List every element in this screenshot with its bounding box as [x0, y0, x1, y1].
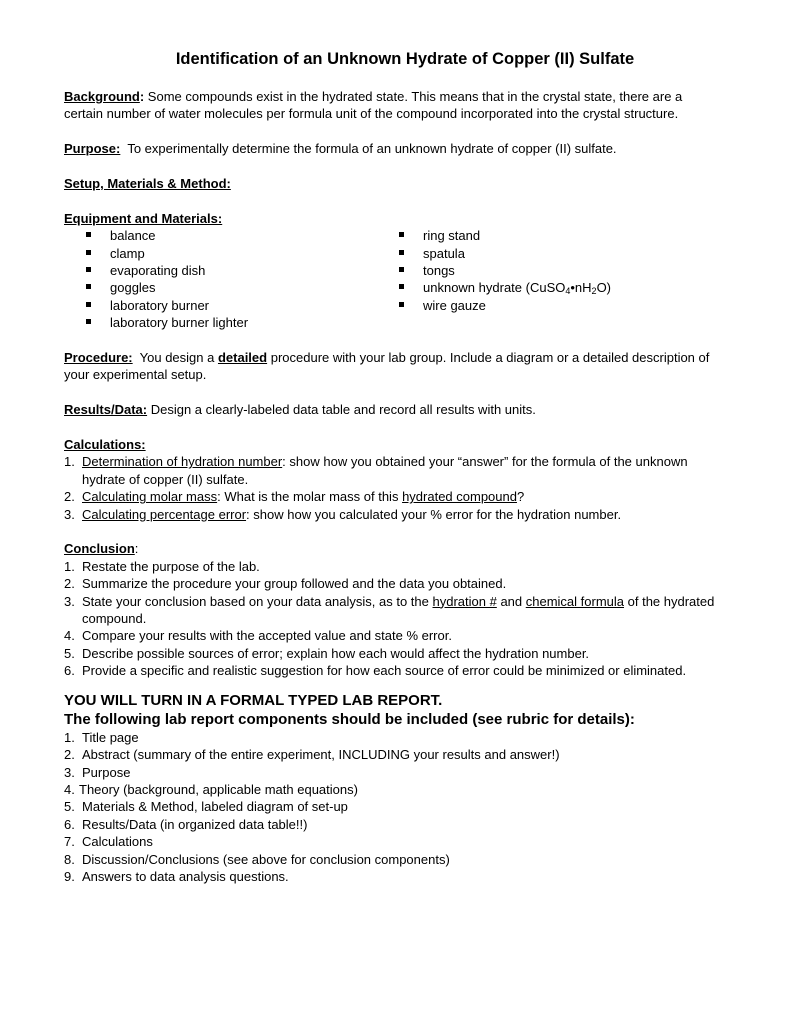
- list-item: 2. Abstract (summary of the entire experiment, INCLUDING your results and answer!): [64, 747, 560, 763]
- equipment-list: [64, 227, 728, 331]
- report-heading-1: YOU WILL TURN IN A FORMAL TYPED LAB REPORT.: [64, 691, 443, 709]
- list-item: 3. State your conclusion based on your data analysis, as to the hydration # and chemical formula of the hydrated compound.: [64, 593, 715, 627]
- list-item: 6. Results/Data (in organized data table!!): [64, 816, 308, 832]
- list-item: 7. Calculations: [64, 834, 153, 850]
- list-item: 8. Discussion/Conclusions (see above for conclusion components): [64, 851, 450, 867]
- background-text-2: certain number of water molecules per formula unit of the compound incorporated into the crystal structure.: [64, 106, 679, 122]
- setup-heading: Setup, Materials & Method:: [64, 176, 231, 191]
- list-item: 2. Calculating molar mass: What is the molar mass of this hydrated compound?: [64, 489, 525, 505]
- calculations-list: [64, 453, 728, 523]
- bullet-icon: [86, 232, 91, 237]
- list-item: 1. Restate the purpose of the lab.: [64, 558, 260, 574]
- background-text-1: Some compounds exist in the hydrated state. This means that in the crystal state, there are a: [144, 89, 683, 104]
- equipment-column-1: [64, 227, 377, 331]
- results-label: Results/Data:: [64, 402, 148, 418]
- bullet-icon: [86, 319, 91, 324]
- list-item: 9. Answers to data analysis questions.: [64, 868, 289, 884]
- list-item: laboratory burner lighter: [64, 314, 377, 331]
- calculations-heading: Calculations:: [64, 437, 146, 453]
- bullet-icon: [399, 302, 404, 307]
- document-page: [64, 48, 728, 885]
- list-item: goggles: [64, 279, 377, 296]
- list-item: 3. Purpose: [64, 764, 131, 780]
- equipment-heading: Equipment and Materials:: [64, 210, 223, 226]
- purpose-paragraph: [64, 140, 728, 157]
- background-label: Background: [64, 89, 140, 104]
- list-item: 4. Theory (background, applicable math equations): [64, 781, 358, 797]
- list-item: evaporating dish: [64, 262, 377, 279]
- list-item: 5. Materials & Method, labeled diagram of set-up: [64, 799, 348, 815]
- list-item: ring stand: [377, 227, 677, 244]
- purpose-text: To experimentally determine the formula of an unknown hydrate of copper (II) sulfate.: [127, 141, 617, 157]
- bullet-icon: [399, 232, 404, 237]
- procedure-label: Procedure:: [64, 350, 133, 366]
- results-paragraph: Results/Data: Design a clearly-labeled data table and record all results with units.: [64, 402, 536, 418]
- report-list: [64, 729, 728, 886]
- equipment-column-2: [377, 227, 677, 331]
- bullet-icon: [86, 302, 91, 307]
- procedure-emphasis: detailed: [217, 350, 268, 366]
- bullet-icon: [86, 284, 91, 289]
- list-item: balance: [64, 227, 377, 244]
- conclusion-heading: Conclusion:: [64, 541, 139, 557]
- list-item: 3. Calculating percentage error: show how you calculated your % error for the hydration number.: [64, 506, 622, 522]
- list-item: 1. Title page: [64, 729, 139, 745]
- list-item: 5. Describe possible sources of error; explain how each would affect the hydration number.: [64, 645, 590, 661]
- list-item: 6. Provide a specific and realistic suggestion for how each source of error could be minimized or eliminated.: [64, 663, 687, 679]
- list-item: tongs: [377, 262, 677, 279]
- report-heading-2: The following lab report components should be included (see rubric for details):: [64, 710, 635, 728]
- list-item: wire gauze: [377, 297, 677, 314]
- list-item: clamp: [64, 245, 377, 262]
- procedure-text-2: your experimental setup.: [64, 367, 207, 383]
- list-item: 1. Determination of hydration number: show how you obtained your “answer” for the formula of the unknown hydrate of copper (II) sulfate.: [64, 454, 688, 487]
- list-item-hydrate: unknown hydrate $(CuSO_4•nH_2O)$: [377, 279, 677, 296]
- page-title: Identification of an Unknown Hydrate of Copper (II) Sulfate: [175, 50, 635, 68]
- bullet-icon: [399, 250, 404, 255]
- list-item: 2. Summarize the procedure your group followed and the data you obtained.: [64, 576, 507, 592]
- list-item: spatula: [377, 245, 677, 262]
- list-item: laboratory burner: [64, 297, 377, 314]
- bullet-icon: [399, 284, 404, 289]
- bullet-icon: [86, 250, 91, 255]
- background-paragraph: Background: Some compounds exist in the hydrated state. This means that in the crystal state, there are a: [64, 89, 683, 104]
- procedure-paragraph: Procedure: You design a detailed procedure with your lab group. Include a diagram or a detailed description of: [64, 350, 710, 366]
- bullet-icon: [399, 267, 404, 272]
- list-item: 4. Compare your results with the accepted value and state % error.: [64, 628, 452, 644]
- conclusion-list: [64, 558, 728, 680]
- bullet-icon: [86, 267, 91, 272]
- purpose-label: Purpose:: [64, 141, 121, 157]
